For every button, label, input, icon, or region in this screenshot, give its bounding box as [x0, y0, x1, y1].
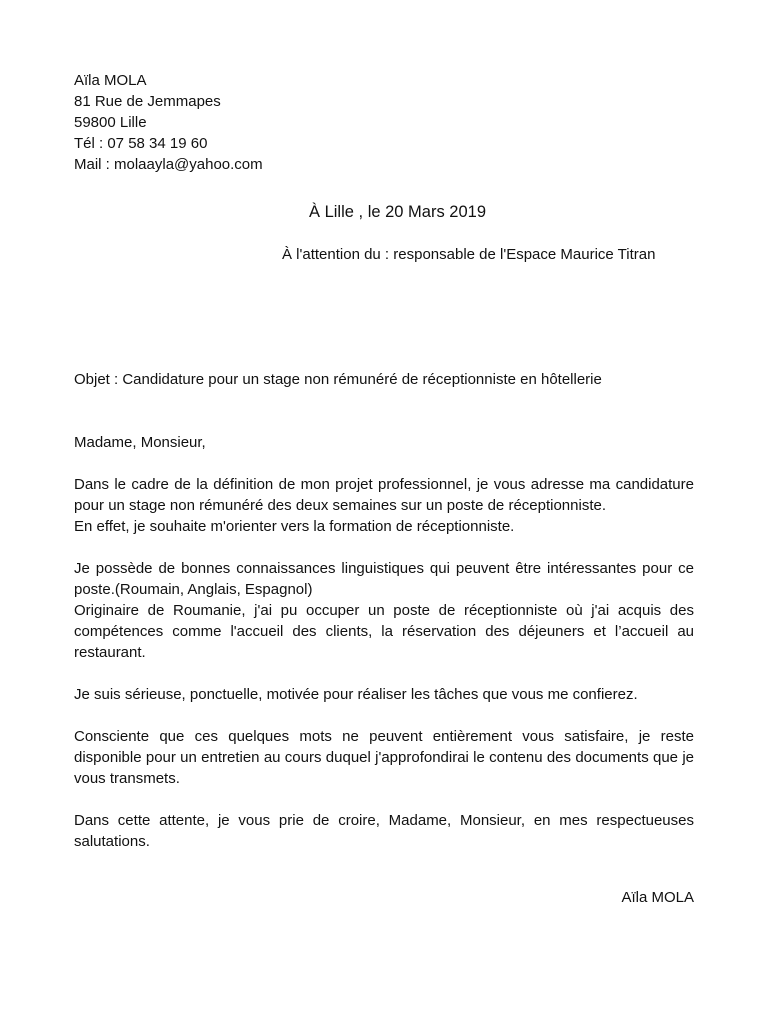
attention-line: À l'attention du : responsable de l'Espace Maurice Titran [282, 246, 656, 263]
paragraph-closing: Dans cette attente, je vous prie de croire, Madame, Monsieur, en mes respectueuses salutations. [74, 812, 694, 850]
paragraph-availability: Consciente que ces quelques mots ne peuvent entièrement vous satisfaire, je reste disponible pour un entretien au cours duquel j'approfondirai le contenu des documents que je vous transmets. [74, 728, 694, 787]
sender-street: 81 Rue de Jemmapes [74, 93, 221, 110]
letter-body [74, 432, 694, 873]
sender-mail: Mail : molaayla@yahoo.com [74, 156, 263, 173]
paragraph-text: Dans le cadre de la définition de mon projet professionnel, je vous adresse ma candidature pour un stage non rémunéré des deux semaines sur un poste de réceptionniste. [74, 476, 694, 514]
date-line: À Lille , le 20 Mars 2019 [309, 203, 487, 221]
subject-line: Objet : Candidature pour un stage non rémunéré de réceptionniste en hôtellerie [74, 371, 602, 388]
paragraph-text: Je possède de bonnes connaissances linguistiques qui peuvent être intéressantes pour ce poste.(Roumain, Anglais, Espagnol) [74, 560, 694, 598]
paragraph-text: Originaire de Roumanie, j'ai pu occuper un poste de réceptionniste où j'ai acquis des compétences comme l'accueil des clients, la réservation des déjeuners et l’accueil au restaurant. [74, 602, 694, 661]
signature: Aïla MOLA [621, 889, 694, 906]
sender-city: 59800 Lille [74, 114, 147, 131]
greeting: Madame, Monsieur, [74, 434, 206, 451]
sender-name: Aïla MOLA [74, 72, 147, 89]
paragraph-skills [74, 558, 694, 663]
paragraph-qualities: Je suis sérieuse, ponctuelle, motivée pour réaliser les tâches que vous me confierez. [74, 686, 638, 703]
paragraph-text: En effet, je souhaite m'orienter vers la formation de réceptionniste. [74, 518, 515, 535]
sender-address-block [74, 70, 263, 175]
paragraph-motivation [74, 474, 694, 537]
sender-phone: Tél : 07 58 34 19 60 [74, 135, 208, 152]
